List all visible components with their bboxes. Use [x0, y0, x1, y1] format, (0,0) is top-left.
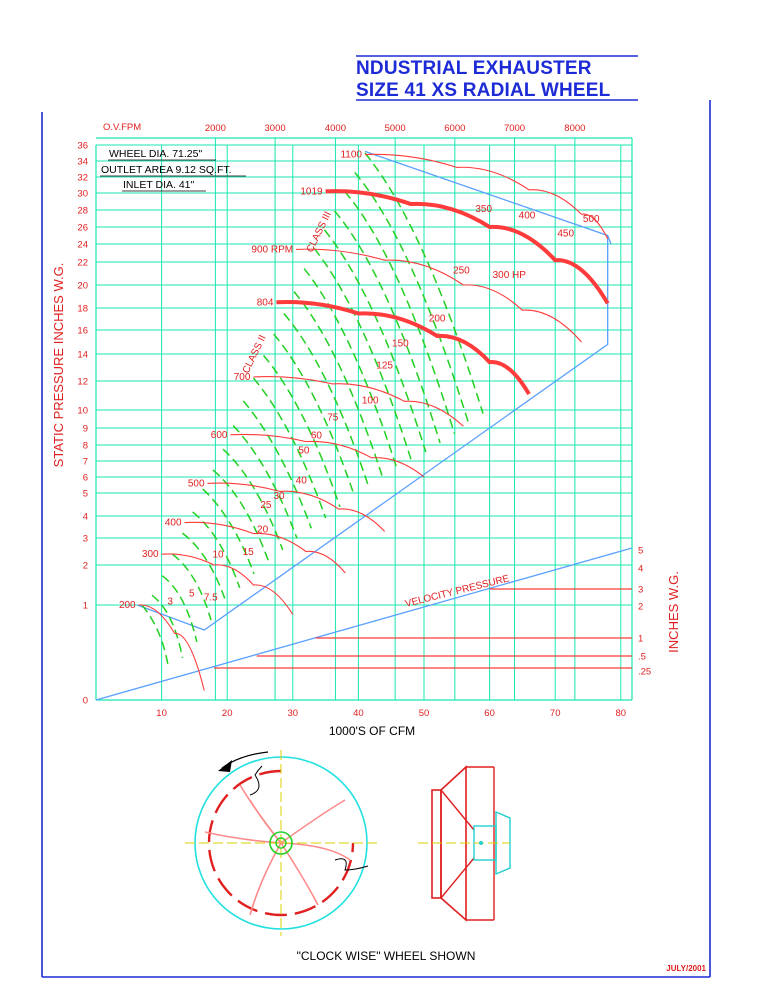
- hp-label: 60: [310, 430, 322, 442]
- hp-label: 7.5: [203, 592, 218, 604]
- chart-grid: [96, 138, 632, 700]
- hp-label: 3: [167, 596, 173, 608]
- y-tick-label: 4: [82, 511, 88, 523]
- title-line-2: SIZE 41 XS RADIAL WHEEL: [356, 80, 611, 101]
- spec-wheel-dia: WHEEL DIA. 71.25": [109, 148, 203, 160]
- y-tick-label: 28: [77, 205, 88, 217]
- velocity-pressure-label: VELOCITY PRESSURE: [404, 573, 511, 610]
- spec-outlet-area: OUTLET AREA 9.12 SQ.FT.: [101, 164, 232, 176]
- top-tick-label: 3000: [264, 123, 286, 134]
- hp-label: 150: [392, 338, 409, 350]
- chart-labels: [77, 123, 651, 719]
- top-tick-label: 4000: [324, 123, 347, 134]
- envelope-outline: [137, 151, 607, 630]
- top-tick-label: 6000: [444, 123, 466, 134]
- y-tick-label: 26: [77, 222, 88, 234]
- x-tick-label: 70: [549, 708, 561, 719]
- hp-label: 10: [212, 549, 224, 561]
- y-tick-label: 3: [82, 533, 88, 545]
- wheel-caption: "CLOCK WISE" WHEEL SHOWN: [296, 949, 476, 963]
- right-tick-label: 3: [638, 584, 644, 596]
- rpm-curve-900-rpm: [296, 249, 581, 342]
- y-tick-label: 18: [77, 303, 88, 315]
- y-tick-label: 30: [77, 188, 88, 200]
- class-iii-label: CLASS III: [304, 210, 334, 255]
- y-axis-title: STATIC PRESSURE INCHES W.G.: [51, 262, 66, 468]
- hp-label: 125: [376, 360, 393, 372]
- y-tick-label: 14: [77, 349, 88, 361]
- y-tick-label: 22: [77, 257, 88, 269]
- right-tick-label: 1: [638, 633, 644, 645]
- operating-envelope: [96, 151, 632, 700]
- spec-inlet-dia: INLET DIA. 41": [123, 179, 195, 191]
- hp-label: 400: [518, 210, 536, 222]
- x-tick-label: 40: [353, 708, 364, 719]
- x-tick-label: 30: [287, 708, 299, 719]
- hp-label: 500: [582, 214, 600, 225]
- rpm-label: 300: [141, 549, 159, 561]
- rpm-label: 1019: [300, 186, 323, 198]
- rpm-label: 700: [233, 371, 251, 383]
- y-tick-label: 0: [82, 695, 88, 707]
- y-tick-label: 5: [82, 488, 88, 500]
- rpm-label: 200: [118, 600, 136, 611]
- hp-line: [172, 554, 211, 620]
- x-tick-label: 10: [156, 708, 167, 719]
- hp-line: [162, 576, 197, 642]
- y-tick-label: 10: [77, 405, 88, 417]
- hp-line: [324, 230, 425, 452]
- hp-label: 40: [295, 475, 307, 487]
- rpm-label: 500: [187, 478, 205, 490]
- y-tick-label: 24: [77, 239, 88, 251]
- y-tick-label: 20: [77, 280, 88, 292]
- rpm-label: 600: [210, 429, 228, 441]
- right-tick-label: .25: [638, 666, 652, 678]
- y-tick-label: 7: [82, 456, 88, 468]
- hp-label: 30: [273, 490, 285, 502]
- rpm-label: 400: [164, 517, 182, 529]
- rpm-label: 900 RPM: [251, 244, 294, 256]
- rpm-label: 804: [256, 297, 274, 309]
- x-tick-label: 60: [484, 708, 495, 719]
- hp-line: [233, 426, 297, 539]
- y-tick-label: 9: [82, 423, 88, 435]
- hp-label: 75: [327, 412, 339, 424]
- top-tick-label: 8000: [564, 123, 586, 134]
- right-tick-label: 4: [638, 563, 644, 575]
- x-tick-label: 20: [221, 708, 233, 719]
- right-tick-label: 2: [638, 601, 644, 613]
- y-tick-label: 16: [77, 325, 88, 337]
- hp-label: 5: [188, 588, 195, 600]
- hp-label: 450: [557, 228, 575, 240]
- wheel-front-view: [185, 750, 377, 936]
- y-tick-label: 12: [77, 376, 88, 388]
- top-axis-title: O.V.FPM: [103, 122, 142, 133]
- class-ii-label: CLASS II: [240, 333, 269, 376]
- velocity-pressure-line: [96, 548, 632, 700]
- hp-line: [243, 401, 311, 528]
- date-label: JULY/2001: [666, 964, 706, 973]
- rpm-curve-1019: [326, 191, 608, 303]
- hp-label: 50: [298, 445, 310, 457]
- y-tick-label: 6: [82, 472, 88, 484]
- x-axis-title: 1000'S OF CFM: [328, 724, 416, 738]
- top-tick-label: 7000: [503, 123, 526, 134]
- y-tick-label: 32: [77, 172, 88, 184]
- hp-label: 100: [361, 395, 379, 407]
- title-line-1: NDUSTRIAL EXHAUSTER: [356, 58, 592, 79]
- hp-label: 25: [260, 500, 272, 511]
- y-tick-label: 36: [77, 140, 88, 152]
- right-tick-label: 5: [638, 545, 644, 557]
- y-tick-label: 34: [77, 156, 88, 168]
- wheel-side-view: [418, 767, 510, 920]
- x-tick-label: 50: [418, 708, 430, 719]
- hp-label: 250: [453, 265, 470, 277]
- y-tick-label: 1: [82, 600, 88, 612]
- hp-label: 350: [475, 203, 493, 215]
- top-tick-label: 5000: [384, 123, 406, 134]
- x-tick-label: 80: [615, 708, 627, 719]
- right-axis-title: INCHES W.G.: [666, 571, 681, 653]
- rpm-label: 1100: [340, 149, 362, 161]
- y-tick-label: 2: [82, 560, 88, 572]
- hp-line: [314, 248, 411, 460]
- rpm-curves: [139, 154, 608, 690]
- hp-label: 20: [257, 524, 269, 536]
- hp-label: 200: [428, 313, 446, 325]
- hp-line: [142, 605, 168, 666]
- right-tick-label: .5: [638, 651, 646, 663]
- y-tick-label: 8: [82, 440, 88, 452]
- spec-box: [100, 148, 246, 191]
- hp-label: 300 HP: [492, 270, 526, 282]
- hp-label: 15: [242, 547, 254, 558]
- top-tick-label: 2000: [204, 123, 226, 134]
